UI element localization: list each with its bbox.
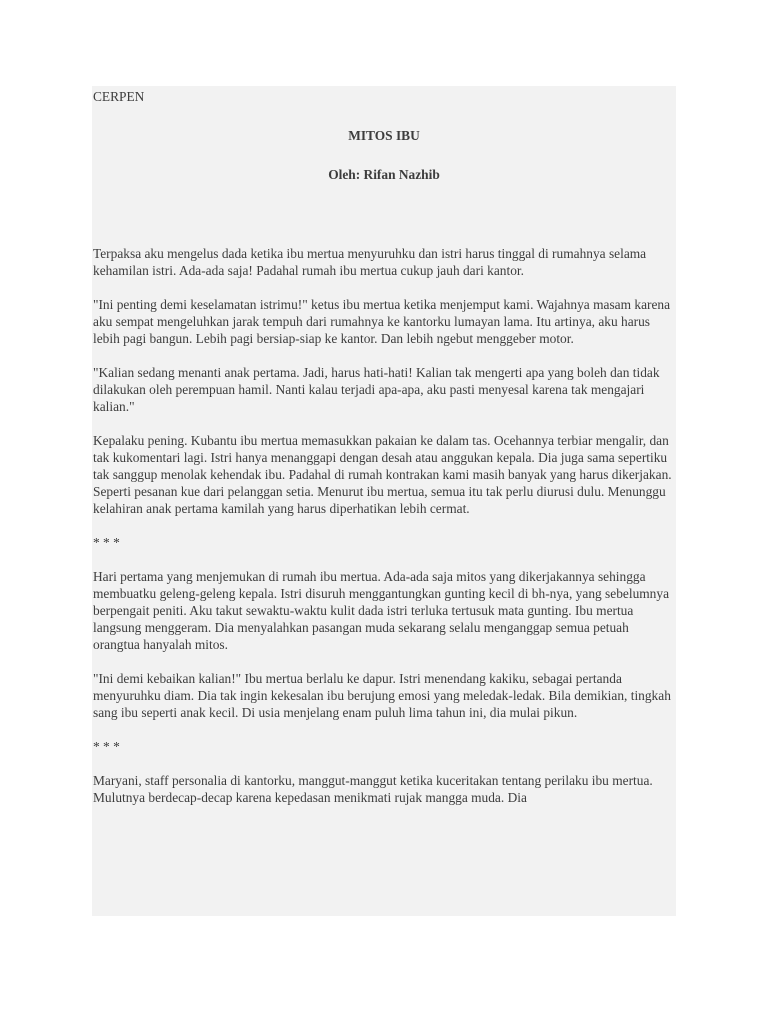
paragraph: Terpaksa aku mengelus dada ketika ibu mertua menyuruhku dan istri harus tinggal di rumahnya selama kehamilan istri. Ada-ada saja! Padahal rumah ibu mertua cukup jauh dari kantor. — [93, 246, 647, 278]
document-page — [92, 86, 676, 916]
paragraph: "Ini penting demi keselamatan istrimu!" ketus ibu mertua ketika menjemput kami. Wajahnya masam karena aku sempat mengeluhkan jarak tempuh dari rumahnya ke kantorku lumayan lama. Itu artinya, aku harus lebih pagi bangun. Lebih pagi bersiap-siap ke kantor. Dan lebih ngebut menggeber motor. — [93, 297, 671, 346]
document-label: CERPEN — [93, 89, 145, 104]
section-separator: * * * — [93, 739, 120, 754]
paragraph: Hari pertama yang menjemukan di rumah ibu mertua. Ada-ada saja mitos yang dikerjakannya sehingga membuatku geleng-geleng kepala. Istri disuruh menggantungkan gunting kecil di bh-nya, yang sebelumnya berpengait peniti. Aku takut sewaktu-waktu kulit dada istri terluka tertusuk mata gunting. Ibu mertua langsung menggeram. Dia menyalahkan pasangan muda sekarang selalu menganggap semua petuah orangtua hanyalah mitos. — [93, 569, 670, 652]
section-separator: * * * — [93, 535, 120, 550]
paragraph: "Ini demi kebaikan kalian!" Ibu mertua berlalu ke dapur. Istri menendang kakiku, sebagai pertanda menyuruhku diam. Dia tak ingin kekesalan ibu berujung emosi yang meledak-ledak. Bila demikian, tingkah sang ibu seperti anak kecil. Di usia menjelang enam puluh lima tahun ini, dia mulai pikun. — [93, 671, 671, 720]
paragraph: Maryani, staff personalia di kantorku, manggut-manggut ketika kuceritakan tentang perilaku ibu mertua. Mulutnya berdecap-decap karena kepedasan menikmati rujak mangga muda. Dia — [93, 773, 653, 805]
story-title: MITOS IBU — [348, 128, 420, 143]
story-author: Oleh: Rifan Nazhib — [328, 167, 440, 182]
paragraph: "Kalian sedang menanti anak pertama. Jadi, harus hati-hati! Kalian tak mengerti apa yang boleh dan tidak dilakukan oleh perempuan hamil. Nanti kalau terjadi apa-apa, aku pasti menyesal karena tak mengajari kalian." — [93, 365, 660, 414]
paragraph: Kepalaku pening. Kubantu ibu mertua memasukkan pakaian ke dalam tas. Ocehannya terbiar mengalir, dan tak kukomentari lagi. Istri hanya menanggapi dengan desah atau anggukan kepala. Dia juga sama sepertiku tak sanggup menolak kehendak ibu. Padahal di rumah kontrakan kami masih banyak yang harus dikerjakan. Seperti pesanan kue dari pelanggan setia. Menurut ibu mertua, semua itu tak perlu diurusi dulu. Menunggu kelahiran anak pertama kamilah yang harus diperhatikan lebih cermat. — [93, 433, 672, 516]
